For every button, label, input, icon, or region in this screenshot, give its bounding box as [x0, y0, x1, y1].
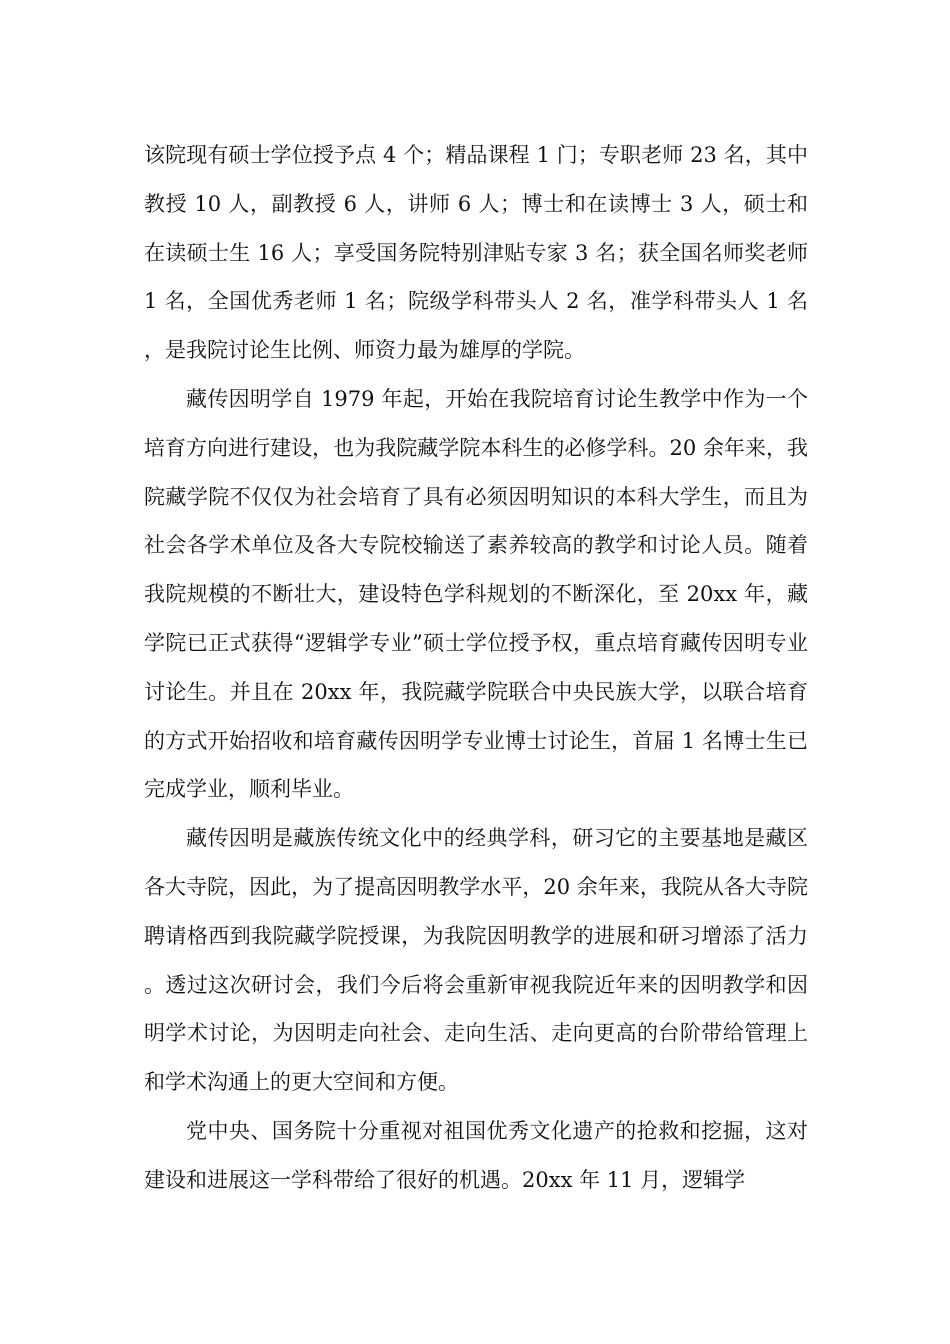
paragraph-faculty-stats: 该院现有硕士学位授予点 4 个；精品课程 1 门；专职老师 23 名，其中教授 10 人，副教授 6 人，讲师 6 人；博士和在读博士 3 人，硕士和在读硕士生 16 人；享受国务院特别津贴专家 3 名；获全国名师奖老师 1 名，全国优秀老师 1 名；院级学科带头人 2 名，准学科带头人 1 名，是我院讨论生比例、师资力最为雄厚的学院。 [144, 143, 808, 363]
paragraph-monastery-teaching: 藏传因明是藏族传统文化中的经典学科，研习它的主要基地是藏区各大寺院，因此，为了提高因明教学水平，20 余年来，我院从各大寺院聘请格西到我院藏学院授课，为我院因明教学的进展和研习增添了活力。透过这次研讨会，我们今后将会重新审视我院近年来的因明教学和因明学术讨论，为因明走向社会、走向生活、走向更高的台阶带给管理上和学术沟通上的更大空间和方便。 [144, 826, 808, 1095]
paragraph-history: 藏传因明学自 1979 年起，开始在我院培育讨论生教学中作为一个培育方向进行建设，也为我院藏学院本科生的必修学科。20 余年来，我院藏学院不仅仅为社会培育了具有必须因明知识的本科大学生，而且为社会各学术单位及各大专院校输送了素养较高的教学和讨论人员。随着我院规模的不断壮大，建设特色学科规划的不断深化，至 20xx 年，藏学院已正式获得“逻辑学专业”硕士学位授予权，重点培育藏传因明专业讨论生。并且在 20xx 年，我院藏学院联合中央民族大学，以联合培育的方式开始招收和培育藏传因明学专业博士讨论生，首届 1 名博士生已完成学业，顺利毕业。 [144, 386, 808, 802]
body-text [144, 131, 808, 1205]
paragraph-government-support: 党中央、国务院十分重视对祖国优秀文化遗产的抢救和挖掘，这对建设和进展这一学科带给了很好的机遇。20xx 年 11 月，逻辑学 [144, 1118, 808, 1192]
